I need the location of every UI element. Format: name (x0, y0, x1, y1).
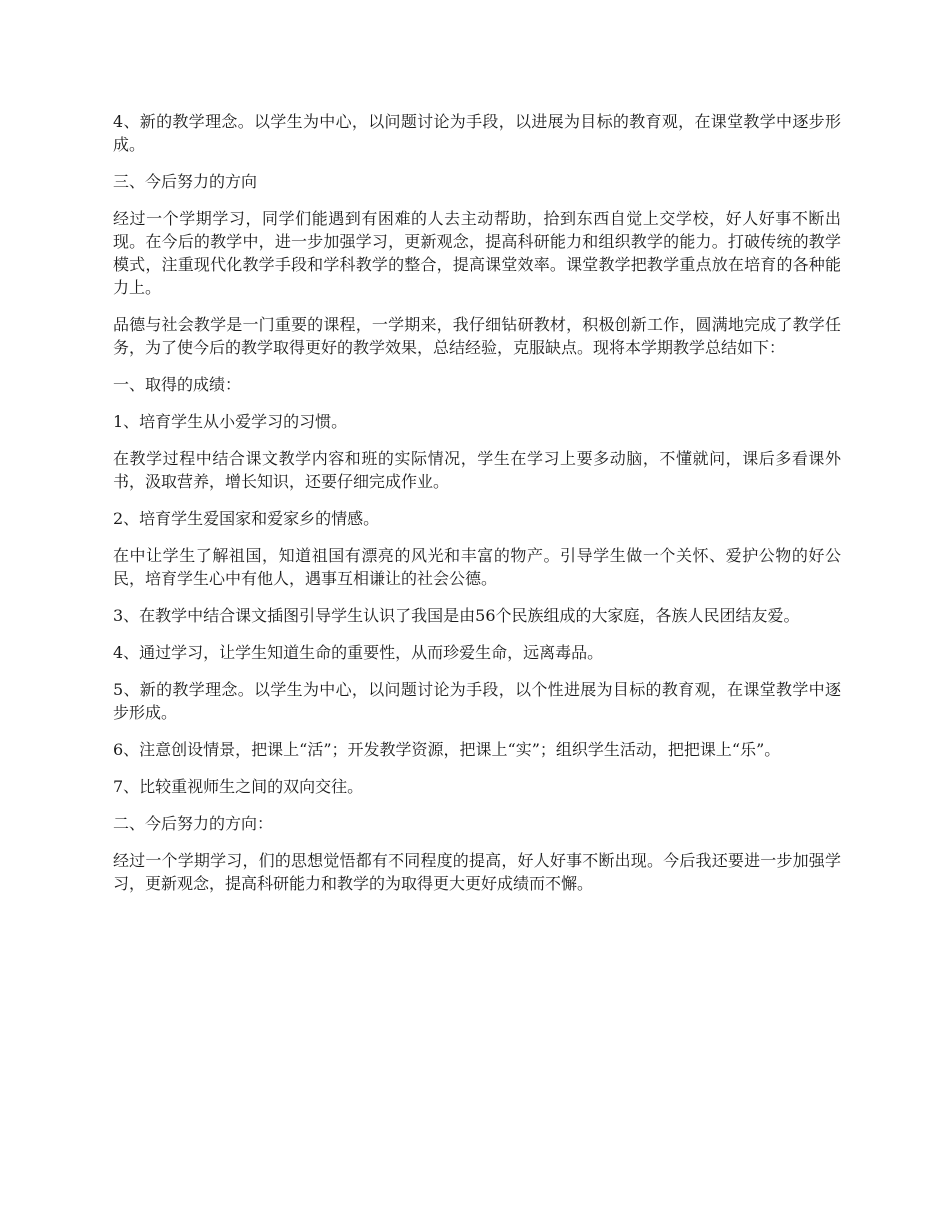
section-heading: 三、今后努力的方向 (113, 172, 258, 191)
list-item: 2、培育学生爱国家和爱家乡的情感。 (113, 509, 380, 528)
section-heading: 一、取得的成绩： (113, 375, 242, 394)
list-item: 3、在教学中结合课文插图引导学生认识了我国是由56个民族组成的大家庭，各族人民团结友爱。 (113, 606, 800, 625)
paragraph: 在中让学生了解祖国，知道祖国有漂亮的风光和丰富的物产。引导学生做一个关怀、爱护公物的好公民，培育学生心中有他人，遇事互相谦让的社会公德。 (113, 546, 841, 588)
paragraph: 经过一个学期学习，同学们能遇到有困难的人去主动帮助，拾到东西自觉上交学校，好人好事不断出现。在今后的教学中，进一步加强学习，更新观念，提高科研能力和组织教学的能力。打破传统的教学模式，注重现代化教学手段和学科教学的整合，提高课堂效率。课堂教学把教学重点放在培育的各种能力上。 (113, 209, 841, 297)
paragraph: 在教学过程中结合课文教学内容和班的实际情况，学生在学习上要多动脑，不懂就问，课后多看课外书，汲取营养，增长知识，还要仔细完成作业。 (113, 449, 841, 491)
paragraph: 经过一个学期学习，们的思想觉悟都有不同程度的提高，好人好事不断出现。今后我还要进一步加强学习，更新观念，提高科研能力和教学的为取得更大更好成绩而不懈。 (113, 851, 841, 893)
list-item: 7、比较重视师生之间的双向交往。 (113, 777, 364, 796)
list-item: 4、通过学习，让学生知道生命的重要性，从而珍爱生命，远离毒品。 (113, 643, 604, 662)
list-item: 6、注意创设情景，把课上“活”；开发教学资源，把课上“实”；组织学生活动，把把课上“乐”。 (113, 740, 781, 759)
section-heading: 二、今后努力的方向： (113, 814, 274, 833)
document-body (113, 110, 841, 909)
paragraph: 品德与社会教学是一门重要的课程，一学期来，我仔细钻研教材，积极创新工作，圆满地完成了教学任务，为了使今后的教学取得更好的教学效果，总结经验，克服缺点。现将本学期教学总结如下： (113, 315, 841, 357)
list-item: 5、新的教学理念。以学生为中心，以问题讨论为手段，以个性进展为目标的教育观，在课堂教学中逐步形成。 (113, 680, 841, 722)
paragraph: 4、新的教学理念。以学生为中心，以问题讨论为手段，以进展为目标的教育观，在课堂教学中逐步形成。 (113, 112, 841, 154)
list-item: 1、培育学生从小爱学习的习惯。 (113, 412, 348, 431)
